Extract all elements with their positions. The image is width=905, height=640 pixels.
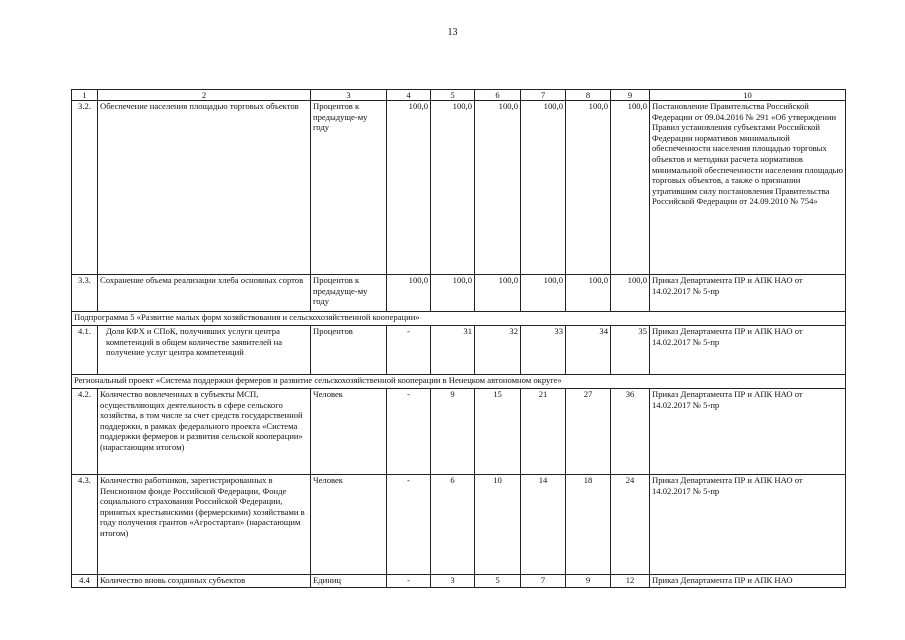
value-cell: 100,0 xyxy=(521,275,566,312)
value-cell: - xyxy=(387,326,431,375)
value-cell: 7 xyxy=(521,575,566,588)
value-cell: 33 xyxy=(521,326,566,375)
value-cell: 3 xyxy=(431,575,475,588)
unit: Человек xyxy=(311,389,387,475)
column-header: 2 xyxy=(98,90,311,101)
value-cell: 6 xyxy=(431,475,475,575)
column-header: 10 xyxy=(650,90,846,101)
value-cell: 100,0 xyxy=(521,101,566,275)
legal-basis: Приказ Департамента ПР и АПК НАО от 14.02.2017 № 5-пр xyxy=(650,475,846,575)
indicators-table xyxy=(71,89,846,588)
column-header: 9 xyxy=(611,90,650,101)
value-cell: 100,0 xyxy=(566,101,611,275)
indicator-name: Количество вновь созданных субъектов xyxy=(98,575,311,588)
section-row xyxy=(72,375,846,389)
row-number: 4.1. xyxy=(72,326,98,375)
table-row xyxy=(72,575,846,588)
row-number: 4.4 xyxy=(72,575,98,588)
value-cell: 15 xyxy=(475,389,521,475)
value-cell: 10 xyxy=(475,475,521,575)
table-row xyxy=(72,101,846,275)
table-row xyxy=(72,326,846,375)
table-row xyxy=(72,275,846,312)
indicator-name: Сохранение объема реализации хлеба основных сортов xyxy=(98,275,311,312)
value-cell: 12 xyxy=(611,575,650,588)
row-number: 4.2. xyxy=(72,389,98,475)
row-number: 3.2. xyxy=(72,101,98,275)
value-cell: 34 xyxy=(566,326,611,375)
value-cell: 5 xyxy=(475,575,521,588)
value-cell: 21 xyxy=(521,389,566,475)
unit: Процентов к предыдуще-му году xyxy=(311,275,387,312)
legal-basis: Приказ Департамента ПР и АПК НАО xyxy=(650,575,846,588)
page-number: 13 xyxy=(447,27,458,38)
row-number: 3.3. xyxy=(72,275,98,312)
value-cell: 18 xyxy=(566,475,611,575)
value-cell: 31 xyxy=(431,326,475,375)
indicator-name: Количество работников, зарегистрированных в Пенсионном фонде Российской Федерации, Фонде социального страхования Российской Федерации, принятых крестьянскими (фермерскими) хозяйствами в году получения грантов «Агростартап» (нарастающим итогом) xyxy=(98,475,311,575)
value-cell: 100,0 xyxy=(475,101,521,275)
column-header: 7 xyxy=(521,90,566,101)
legal-basis: Постановление Правительства Российской Федерации от 09.04.2016 № 291 «Об утверждении Правил установления субъектами Российской Федерации нормативов минимальной обеспеченности населения площадью торговых объектов и методики расчета нормативов минимальной обеспеченности населения площадью торговых объектов, а также о признании утратившим силу постановления Правительства Российской Федерации от 24.09.2010 № 754» xyxy=(650,101,846,275)
column-header: 1 xyxy=(72,90,98,101)
section-title: Подпрограмма 5 «Развитие малых форм хозяйствования и сельскохозяйственной кооперации» xyxy=(72,312,846,326)
value-cell: 14 xyxy=(521,475,566,575)
value-cell: 100,0 xyxy=(475,275,521,312)
table-row xyxy=(72,475,846,575)
column-header: 4 xyxy=(387,90,431,101)
column-header: 8 xyxy=(566,90,611,101)
value-cell: 100,0 xyxy=(611,275,650,312)
row-number: 4.3. xyxy=(72,475,98,575)
indicator-name: Доля КФХ и СПоК, получивших услуги центра компетенций в общем количестве заявителей на получение услуг центра компетенций xyxy=(98,326,311,375)
unit: Единиц xyxy=(311,575,387,588)
section-title: Региональный проект «Система поддержки фермеров и развитие сельскохозяйственной кооперации в Ненецком автономном округе» xyxy=(72,375,846,389)
legal-basis: Приказ Департамента ПР и АПК НАО от 14.02.2017 № 5-пр xyxy=(650,275,846,312)
value-cell: - xyxy=(387,575,431,588)
value-cell: 35 xyxy=(611,326,650,375)
unit: Человек xyxy=(311,475,387,575)
value-cell: 9 xyxy=(431,389,475,475)
value-cell: - xyxy=(387,389,431,475)
value-cell: 100,0 xyxy=(431,101,475,275)
value-cell: 100,0 xyxy=(387,101,431,275)
value-cell: 36 xyxy=(611,389,650,475)
table-row xyxy=(72,389,846,475)
indicator-name: Количество вовлеченных в субъекты МСП, осуществляющих деятельность в сфере сельского хозяйства, в том числе за счет средств государственной поддержки, в рамках федерального проекта «Система поддержки фермеров и развития сельской кооперации» (нарастающим итогом) xyxy=(98,389,311,475)
indicator-name: Обеспечение населения площадью торговых объектов xyxy=(98,101,311,275)
value-cell: 100,0 xyxy=(566,275,611,312)
unit: Процентов xyxy=(311,326,387,375)
value-cell: 32 xyxy=(475,326,521,375)
unit: Процентов к предыдуще-му году xyxy=(311,101,387,275)
value-cell: 100,0 xyxy=(611,101,650,275)
column-header: 3 xyxy=(311,90,387,101)
column-header: 6 xyxy=(475,90,521,101)
legal-basis: Приказ Департамента ПР и АПК НАО от 14.02.2017 № 5-пр xyxy=(650,389,846,475)
column-header: 5 xyxy=(431,90,475,101)
value-cell: - xyxy=(387,475,431,575)
section-row xyxy=(72,312,846,326)
value-cell: 9 xyxy=(566,575,611,588)
value-cell: 100,0 xyxy=(387,275,431,312)
column-header-row xyxy=(72,90,846,101)
legal-basis: Приказ Департамента ПР и АПК НАО от 14.02.2017 № 5-пр xyxy=(650,326,846,375)
value-cell: 24 xyxy=(611,475,650,575)
value-cell: 27 xyxy=(566,389,611,475)
value-cell: 100,0 xyxy=(431,275,475,312)
